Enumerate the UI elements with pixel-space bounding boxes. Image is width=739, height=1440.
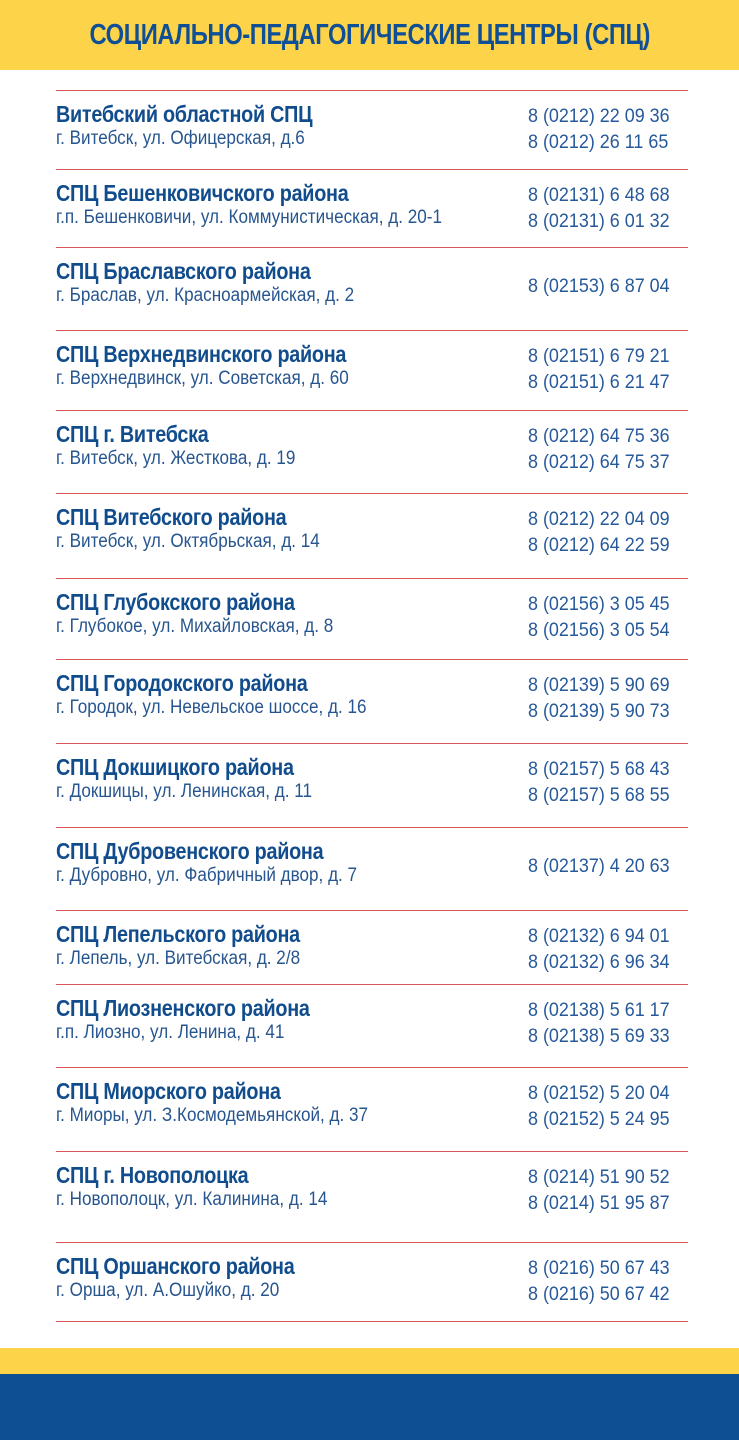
center-address: г. Браслав, ул. Красноармейская, д. 2 — [56, 285, 355, 306]
center-name: СПЦ Бешенковичского района — [56, 180, 349, 206]
center-address: г. Витебск, ул. Октябрьская, д. 14 — [56, 531, 320, 552]
center-address: г. Лепель, ул. Витебская, д. 2/8 — [56, 948, 301, 969]
phone-number[interactable]: 8 (0212) 64 75 36 — [528, 425, 670, 447]
phone-number[interactable]: 8 (02157) 5 68 55 — [528, 784, 670, 806]
center-address: г. Орша, ул. А.Ошуйко, д. 20 — [56, 1280, 280, 1301]
center-name: СПЦ Браславского района — [56, 258, 311, 284]
center-name: СПЦ Лиозненского района — [56, 995, 310, 1021]
center-entry — [56, 1068, 688, 1151]
center-address: г. Дубровно, ул. Фабричный двор, д. 7 — [56, 865, 358, 886]
phone-number[interactable]: 8 (02137) 4 20 63 — [528, 855, 670, 877]
phone-list — [528, 591, 670, 643]
phone-number[interactable]: 8 (0212) 64 22 59 — [528, 534, 670, 556]
phone-number[interactable]: 8 (0216) 50 67 42 — [528, 1283, 670, 1305]
center-entry — [56, 828, 688, 910]
phone-list — [528, 343, 670, 395]
phone-list — [528, 1255, 670, 1307]
center-name: СПЦ Оршанского района — [56, 1253, 295, 1279]
center-address: г. Витебск, ул. Офицерская, д.6 — [56, 128, 305, 149]
center-address: г. Глубокое, ул. Михайловская, д. 8 — [56, 616, 334, 637]
center-name: СПЦ Лепельского района — [56, 921, 300, 947]
center-entry — [56, 985, 688, 1067]
phone-number[interactable]: 8 (0212) 64 75 37 — [528, 451, 670, 473]
phone-number[interactable]: 8 (02139) 5 90 73 — [528, 700, 670, 722]
phone-list — [528, 506, 670, 558]
center-address: г.п. Бешенковичи, ул. Коммунистическая, д. 20-1 — [56, 207, 442, 228]
phone-number[interactable]: 8 (02156) 3 05 54 — [528, 619, 670, 641]
phone-number[interactable]: 8 (0212) 26 11 65 — [528, 131, 669, 153]
phone-number[interactable]: 8 (02156) 3 05 45 — [528, 593, 670, 615]
phone-list — [528, 182, 670, 234]
phone-number[interactable]: 8 (02151) 6 21 47 — [528, 371, 670, 393]
footer-yellow-stripe — [0, 1348, 739, 1374]
phone-number[interactable]: 8 (0216) 50 67 43 — [528, 1257, 670, 1279]
center-name: СПЦ Миорского района — [56, 1078, 281, 1104]
center-entry — [56, 494, 688, 578]
phone-list — [528, 997, 670, 1049]
phone-number[interactable]: 8 (02131) 6 48 68 — [528, 184, 670, 206]
center-address: г.п. Лиозно, ул. Ленина, д. 41 — [56, 1022, 285, 1043]
phone-number[interactable]: 8 (02157) 5 68 43 — [528, 758, 670, 780]
center-name: СПЦ Дубровенского района — [56, 838, 324, 864]
phone-list — [528, 672, 670, 724]
center-name: СПЦ г. Витебска — [56, 421, 209, 447]
center-entry — [56, 411, 688, 493]
footer-blue-band — [0, 1374, 739, 1440]
phone-list — [528, 1080, 670, 1132]
phone-list — [528, 923, 670, 975]
phone-number[interactable]: 8 (0212) 22 04 09 — [528, 508, 670, 530]
phone-number[interactable]: 8 (02152) 5 20 04 — [528, 1082, 670, 1104]
phone-number[interactable]: 8 (02153) 6 87 04 — [528, 275, 670, 297]
phone-number[interactable]: 8 (02132) 6 96 34 — [528, 951, 670, 973]
center-entry — [56, 744, 688, 827]
phone-number[interactable]: 8 (0214) 51 95 87 — [528, 1192, 670, 1214]
center-name: СПЦ Городокского района — [56, 670, 308, 696]
phone-number[interactable]: 8 (02131) 6 01 32 — [528, 210, 670, 232]
phone-number[interactable]: 8 (02152) 5 24 95 — [528, 1108, 670, 1130]
center-address: г. Верхнедвинск, ул. Советская, д. 60 — [56, 368, 349, 389]
center-name: СПЦ Верхнедвинского района — [56, 341, 347, 367]
center-entry — [56, 1152, 688, 1242]
phone-number[interactable]: 8 (0212) 22 09 36 — [528, 105, 670, 127]
separator-line — [56, 1321, 688, 1322]
center-address: г. Докшицы, ул. Ленинская, д. 11 — [56, 781, 313, 802]
center-entry — [56, 911, 688, 984]
center-address: г. Новополоцк, ул. Калинина, д. 14 — [56, 1189, 328, 1210]
phone-list — [528, 103, 670, 155]
phone-list — [528, 273, 670, 299]
header-band — [0, 0, 739, 70]
phone-number[interactable]: 8 (0214) 51 90 52 — [528, 1166, 670, 1188]
center-name: СПЦ Докшицкого района — [56, 754, 294, 780]
center-entry — [56, 170, 688, 247]
phone-number[interactable]: 8 (02138) 5 61 17 — [528, 999, 670, 1021]
center-entry — [56, 331, 688, 410]
phone-list — [528, 423, 670, 475]
center-name: СПЦ Витебского района — [56, 504, 287, 530]
phone-number[interactable]: 8 (02138) 5 69 33 — [528, 1025, 670, 1047]
phone-number[interactable]: 8 (02132) 6 94 01 — [528, 925, 670, 947]
center-entry — [56, 1243, 688, 1321]
center-address: г. Витебск, ул. Жесткова, д. 19 — [56, 448, 296, 469]
phone-list — [528, 1164, 670, 1216]
center-address: г. Миоры, ул. З.Космодемьянской, д. 37 — [56, 1105, 369, 1126]
centers-list — [56, 90, 688, 1322]
center-name: Витебский областной СПЦ — [56, 101, 313, 127]
phone-number[interactable]: 8 (02151) 6 79 21 — [528, 345, 670, 367]
phone-number[interactable]: 8 (02139) 5 90 69 — [528, 674, 670, 696]
page-title: СОЦИАЛЬНО-ПЕДАГОГИЧЕСКИЕ ЦЕНТРЫ (СПЦ) — [89, 18, 650, 51]
center-name: СПЦ г. Новополоцка — [56, 1162, 249, 1188]
center-entry — [56, 660, 688, 743]
center-entry — [56, 579, 688, 659]
phone-list — [528, 756, 670, 808]
center-entry — [56, 91, 688, 169]
phone-list — [528, 853, 670, 879]
center-name: СПЦ Глубокского района — [56, 589, 295, 615]
center-entry — [56, 248, 688, 330]
center-address: г. Городок, ул. Невельское шоссе, д. 16 — [56, 697, 367, 718]
